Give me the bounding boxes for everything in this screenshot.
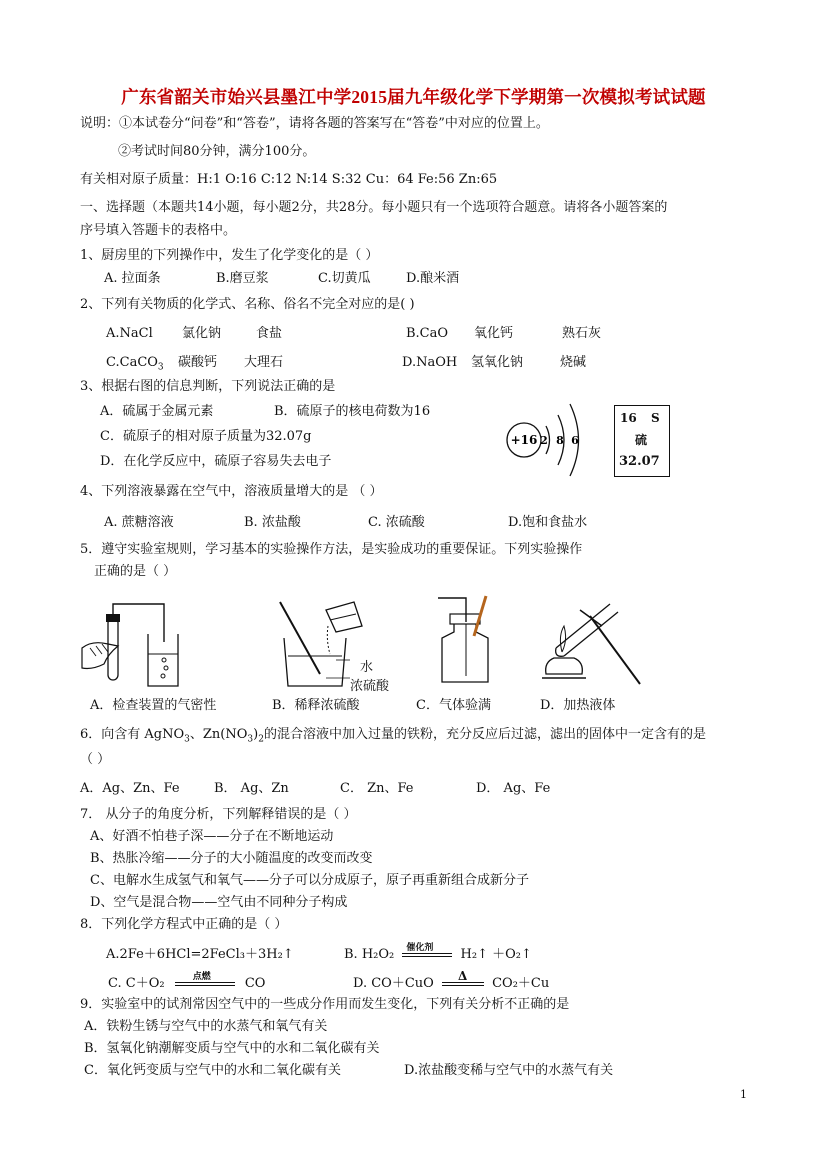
- tile-atomic-mass: 32.07: [619, 454, 660, 469]
- q7-option-a: A、好酒不怕巷子深——分子在不断地运动: [90, 829, 334, 844]
- q2-d-formula: D.NaOH: [402, 355, 458, 370]
- q1-option-a: A. 拉面条: [104, 271, 161, 286]
- q1-option-d: D.酿米酒: [406, 271, 460, 286]
- q5-option-b: B．稀释浓硫酸: [272, 698, 360, 713]
- airtightness-check-illustration: [78, 598, 188, 690]
- q4-stem: 4、下列溶液暴露在空气中，溶液质量增大的是 （ ）: [80, 484, 383, 499]
- q4-option-c: C. 浓硫酸: [368, 515, 425, 530]
- q2-a-formula: A.NaCl: [106, 326, 153, 341]
- q2-b-formula: B.CaO: [406, 326, 449, 341]
- label-conc-acid: 浓硫酸: [350, 679, 390, 694]
- sulfur-atom-diagram: [500, 398, 592, 478]
- q2-d-name: 氢氧化钠: [471, 355, 524, 370]
- tile-atomic-number: 16: [620, 411, 637, 425]
- q6-option-c: C． Zn、Fe: [340, 781, 414, 796]
- q9-option-b: B．氢氧化钠潮解变质与空气中的水和二氧化碳有关: [84, 1041, 380, 1056]
- q2-a-common: 食盐: [256, 326, 283, 341]
- page-number: 1: [740, 1088, 747, 1101]
- q8-option-c: C. C＋O₂ 点燃 CO: [108, 975, 265, 993]
- q7-option-d: D、空气是混合物——空气由不同种分子构成: [90, 895, 348, 910]
- q9-option-d: D.浓盐酸变稀与空气中的水蒸气有关: [404, 1063, 614, 1078]
- q2-d-common: 烧碱: [560, 355, 587, 370]
- q7-option-b: B、热胀冷缩——分子的大小随温度的改变而改变: [90, 851, 373, 866]
- note-line-2: ②考试时间80分钟，满分100分。: [118, 144, 316, 159]
- q6-answer-blank: （ ）: [80, 752, 111, 767]
- tile-symbol: S: [651, 411, 660, 425]
- q6-option-b: B． Ag、Zn: [214, 781, 289, 796]
- q2-a-name: 氯化钠: [182, 326, 222, 341]
- q9-option-a: A．铁粉生锈与空气中的水蒸气和氧气有关: [84, 1019, 328, 1034]
- q3-option-d: D．在化学反应中，硫原子容易失去电子: [100, 454, 332, 469]
- nucleus-charge: +16: [510, 433, 538, 447]
- q2-c-formula: C.CaCO$_3$: [106, 355, 164, 373]
- q6-option-d: D． Ag、Fe: [476, 781, 551, 796]
- q7-option-c: C、电解水生成氢气和氧气——分子可以分成原子，原子再重新组合成新分子: [90, 873, 529, 888]
- shell-3-count: 6: [571, 434, 579, 447]
- catalyst-label: 催化剂: [406, 942, 434, 953]
- q5-option-d: D．加热液体: [540, 698, 616, 713]
- q6-stem: 6．向含有 AgNO$_3$、$Zn(NO_3)_2$的混合溶液中加入过量的铁粉，充分反应后过滤，滤出的固体中一定含有的是: [80, 727, 706, 745]
- q1-stem: 1、厨房里的下列操作中，发生了化学变化的是（ ）: [80, 248, 379, 263]
- atomic-mass-line: 有关相对原子质量：H:1 O:16 C:12 N:14 S:32 Cu：64 Fe:56 Zn:65: [80, 172, 498, 187]
- q9-stem: 9．实验室中的试剂常因空气中的一些成分作用而发生变化，下列有关分析不正确的是: [80, 997, 570, 1012]
- q1-option-b: B.磨豆浆: [216, 271, 269, 286]
- periodic-tile: [614, 405, 670, 477]
- q4-option-d: D.饱和食盐水: [508, 515, 588, 530]
- q8-option-b: B. H₂O₂ 催化剂 H₂↑ ＋O₂↑: [344, 946, 532, 964]
- q5-stem-2: 正确的是（ ）: [94, 564, 177, 579]
- q5-stem-1: 5．遵守实验室规则，学习基本的实验操作方法，是实验成功的重要保证。下列实验操作: [80, 542, 583, 557]
- tile-element-name: 硫: [635, 433, 648, 447]
- gas-collection-illustration: [438, 592, 508, 684]
- q4-option-a: A. 蔗糖溶液: [104, 515, 174, 530]
- section-heading-1: 一、选择题（本题共14小题，每小题2分，共28分。每小题只有一个选项符合题意。请将各小题答案的: [80, 200, 668, 215]
- heating-liquid-illustration: [540, 596, 650, 688]
- ignite-label: 点燃: [192, 971, 211, 982]
- q1-option-c: C.切黄瓜: [318, 271, 371, 286]
- q2-c-common: 大理石: [244, 355, 284, 370]
- q7-stem: 7． 从分子的角度分析，下列解释错误的是（ ）: [80, 807, 357, 822]
- q3-stem: 3、根据右图的信息判断，下列说法正确的是: [80, 379, 336, 394]
- shell-1-count: 2: [540, 434, 548, 447]
- q2-stem: 2、下列有关物质的化学式、名称、俗名不完全对应的是( ): [80, 297, 415, 312]
- q2-b-name: 氧化钙: [474, 326, 514, 341]
- q8-option-a: A.2Fe＋6HCl=2FeCl₃＋3H₂↑: [106, 947, 294, 962]
- q5-option-c: C．气体验满: [416, 698, 491, 713]
- q9-option-c: C．氧化钙变质与空气中的水和二氧化碳有关: [84, 1063, 341, 1078]
- q2-c-name: 碳酸钙: [178, 355, 218, 370]
- label-water: 水: [360, 660, 374, 675]
- q3-option-c: C．硫原子的相对原子质量为32.07g: [100, 429, 312, 444]
- q5-option-a: A．检查装置的气密性: [90, 698, 217, 713]
- q3-option-b: B．硫原子的核电荷数为16: [274, 404, 431, 419]
- shell-2-count: 8: [556, 434, 564, 447]
- q8-option-d: D. CO＋CuO Δ CO₂＋Cu: [353, 968, 550, 991]
- q4-option-b: B. 浓盐酸: [244, 515, 301, 530]
- q3-option-a: A．硫属于金属元素: [100, 404, 214, 419]
- heat-label: Δ: [457, 968, 468, 983]
- section-heading-2: 序号填入答题卡的表格中。: [80, 223, 237, 238]
- q8-stem: 8．下列化学方程式中正确的是（ ）: [80, 917, 288, 932]
- page-title: 广东省韶关市始兴县墨江中学2015届九年级化学下学期第一次模拟考试试题: [121, 87, 706, 107]
- q2-b-common: 熟石灰: [562, 326, 602, 341]
- note-line-1: 说明：①本试卷分“问卷”和“答卷”，请将各题的答案写在“答卷”中对应的位置上。: [80, 116, 549, 131]
- q6-option-a: A．Ag、Zn、Fe: [80, 781, 180, 796]
